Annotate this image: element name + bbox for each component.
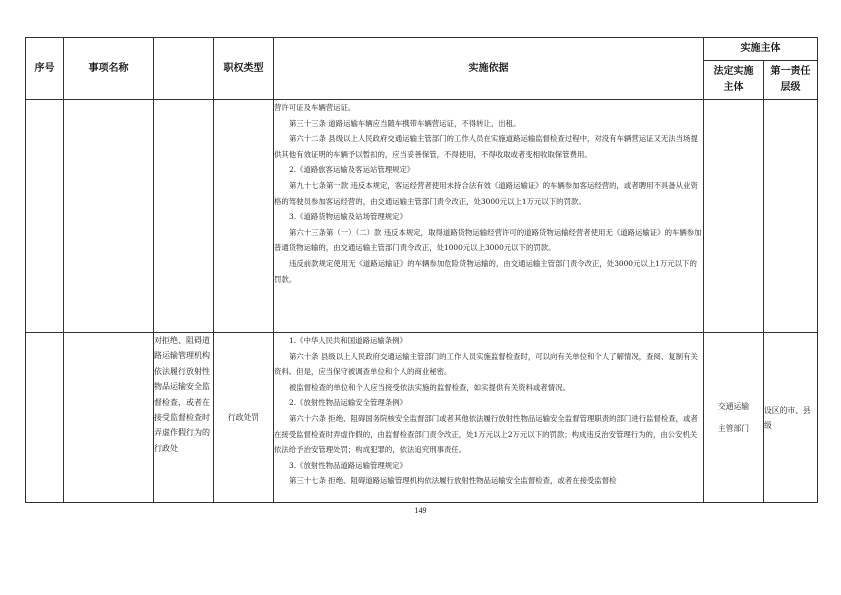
row1-seq <box>26 100 64 333</box>
basis-paragraph: 第六十二条 县级以上人民政府交通运输主管部门的工作人员在实施道路运输监督检查过程中，对没有车辆营运证又无法当场提供其他有效证明的车辆予以暂扣的，应当妥善保管，不得使用，不得收取或者变相收取保管费用。 <box>274 134 698 159</box>
basis-paragraph: 3.《道路货物运输及站场管理规定》 <box>289 212 407 222</box>
row1-blank <box>154 100 214 333</box>
row1-basis <box>274 100 704 333</box>
header-first-level: 第一责任层级 <box>764 61 818 100</box>
header-basis: 实施依据 <box>274 38 704 100</box>
legal-subject-line: 主管部门 <box>717 423 750 433</box>
basis-paragraph: 第六十六条 拒绝、阻碍国务院核安全监督部门或者其他依法履行放射性物品运输安全监督管理职责的部门进行监督检查，或者在接受监督检查时弄虚作假的，由监督检查部门责令改正，处1万元以上2万元以下的罚款；构成违反治安管理行为的，由公安机关依法给予治安管理处罚；构成犯罪的，依法追究刑事责任。 <box>274 413 698 455</box>
basis-paragraph: 2.《放射性物品运输安全管理条例》 <box>289 398 407 408</box>
header-legal-subject: 法定实施主体 <box>704 61 764 100</box>
basis-paragraph: 2.《道路旅客运输及客运站管理规定》 <box>289 165 415 175</box>
row1-item-name <box>64 100 154 333</box>
table-row <box>26 333 818 503</box>
header-power-type: 职权类型 <box>214 38 274 100</box>
table-row <box>26 100 818 333</box>
basis-paragraph: 第三十三条 道路运输车辆应当随车携带车辆营运证，不得转让、出租。 <box>289 118 521 128</box>
header-blank <box>154 38 214 100</box>
basis-paragraph: 1.《中华人民共和国道路运输条例》 <box>289 336 407 345</box>
row2-power-type: 行政处罚 <box>214 333 274 503</box>
row1-legal-subject <box>704 100 764 333</box>
legal-subject-line: 交通运输 <box>717 401 750 411</box>
row2-blank-left <box>64 333 154 503</box>
basis-paragraph: 第三十七条 拒绝、阻碍道路运输管理机构依法履行放射性物品运输安全监督检查，或者在接受监督检 <box>289 476 617 486</box>
basis-paragraph: 第九十七条第一款 违反本规定，客运经营者使用未持合法有效《道路运输证》的车辆参加客运经营的，或者聘用不具备从业资格的驾驶员参加客运经营的，由交通运输主管部门责令改正，处3000元以上1万元以下的罚款。 <box>274 180 698 206</box>
basis-paragraph: 第六十条 县级以上人民政府交通运输主管部门的工作人员实施监督检查时，可以向有关单位和个人了解情况，查阅、复制有关资料。但是，应当保守被调查单位和个人的商业秘密。 <box>274 351 698 377</box>
row2-legal-subject <box>704 333 764 503</box>
page-number: 149 <box>414 506 427 515</box>
basis-paragraph: 第六十三条第（一）（二）款 违反本规定，取得道路货物运输经营许可的道路货物运输经营者使用无《道路运输证》的车辆参加普通货物运输的，由交通运输主管部门责令改正，处1000元以上3000元以下的罚款。 <box>274 227 702 253</box>
basis-paragraph: 3.《放射性物品道路运输管理规定》 <box>289 460 407 470</box>
header-item-name: 事项名称 <box>64 38 154 100</box>
row2-item-name: 对拒绝、阻碍道路运输管理机构依法履行放射性物品运输安全监督检查，或者在接受监督检查时弄虚作假行为的行政处 <box>154 333 214 503</box>
row2-seq <box>26 333 64 503</box>
row2-first-level: 设区的市、县级 <box>764 333 818 503</box>
basis-paragraph: 违反前款规定使用无《道路运输证》的车辆参加危险货物运输的，由交通运输主管部门责令改正，处3000元以上1万元以下的罚款。 <box>274 258 697 284</box>
administrative-power-table <box>25 37 818 503</box>
header-subject: 实施主体 <box>704 38 818 61</box>
row1-power-type <box>214 100 274 333</box>
basis-paragraph: 被监督检查的单位和个人应当接受依法实施的监督检查，如实提供有关资料或者情况。 <box>289 382 570 392</box>
header-seq: 序号 <box>26 38 64 100</box>
row1-first-level <box>764 100 818 333</box>
row2-basis <box>274 333 704 503</box>
basis-paragraph: 营许可证及车辆营运证。 <box>274 103 356 112</box>
